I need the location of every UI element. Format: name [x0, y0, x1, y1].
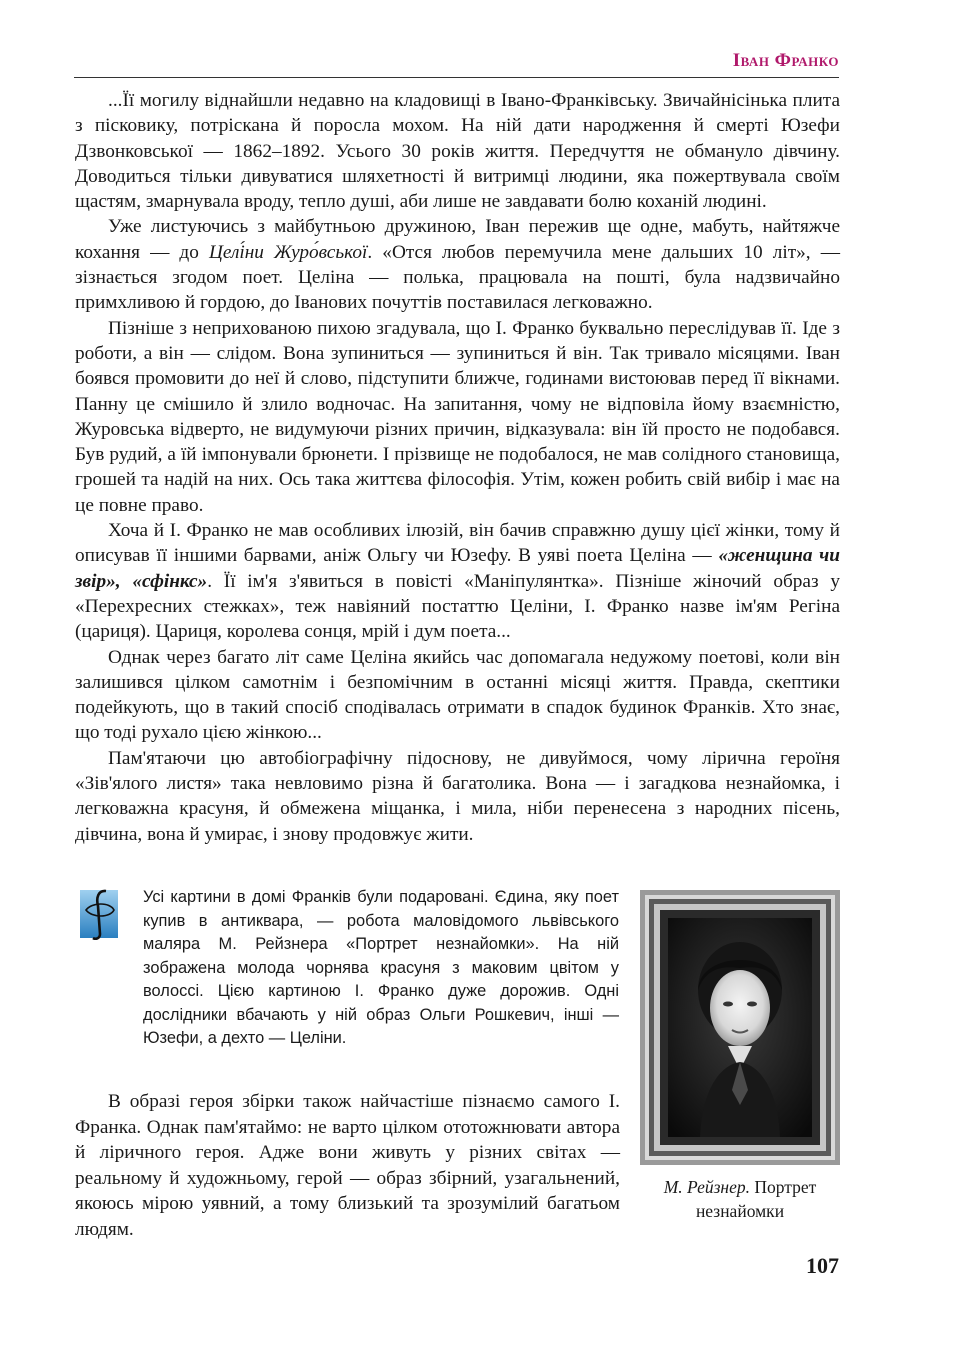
celina-name: Целі́ни Журо́вської — [208, 241, 368, 263]
caption-title: Портрет незнайомки — [695, 1177, 817, 1221]
paragraph-1: ...Її могилу віднайшли недавно на кладовищі в Івано-Франківську. Звичайнісінька плита з пісковику, потріскана й поросла мохом. На ній дати народження й смерті Юзефи Дзвонковської — 1862–1892. Усього 30 років життя. Передчуття не обмануло дівчину. Доводиться тільки дивуватися шляхетності й витримці людини, яка пожертвувала своїм щастям, змарнувала вроду, тепло душі, аби лише не завдавати болю коханій людині. — [75, 90, 840, 213]
info-note: Усі картини в домі Франків були подаровані. Єдина, яку поет купив в антиквара, — робота маловідомого львівського маляра М. Рейзнера «Портрет незнайомки». На ній зображена молода чорнява красуня з маковим цвітом у волоссі. Цією картиною І. Франко дуже дорожив. Одні дослідники вбачають у ній образ Ольги Рошкевич, інші — Юзефи, а дехто — Целіни. — [143, 888, 619, 1047]
closing-text — [75, 1089, 620, 1242]
paragraph-2: Уже листуючись з майбутньою дружиною, Іван пережив ще одне, мабуть, найтяжче кохання — до Целі́ни Журо́вської. «Отся любов перемучила мене дальших 10 літ», — зізнається згодом поет. Целіна — полька, працювала на пошті, була надзвичайно примхливою й гордою, до Іванових почуттів поставилася легковажно. — [75, 216, 840, 314]
calligraphic-f-icon — [80, 888, 120, 940]
closing-paragraph: В образі героя збірки також найчастіше пізнаємо самого І. Франка. Однак пам'ятаймо: не варто цілком ототожнювати автора й ліричного героя. Адже вони живуть у різних світах — реальному й художньому, герой — образ збірний, узагальнений, якоюсь мірою уявний, а тому близький та зрозумілий багатьом людям. — [75, 1091, 620, 1240]
caption-author: М. Рейзнер. — [663, 1177, 750, 1197]
main-text — [75, 88, 840, 847]
paragraph-5: Однак через багато літ саме Целіна якийсь час допомагала недужому поетові, коли він залишився цілком самотнім і безпомічним в останні місяці життя. Правда, скептики подейкують, що в такий спосіб сподівалась отримати в спадок будинок Франків. Хто знає, що тоді рухало цією жінкою... — [75, 646, 840, 744]
paragraph-3: Пізніше з неприхованою пихою згадувала, що І. Франко буквально переслідував її. Іде з роботи, а він — слідом. Вона зупиниться — зупиниться й він. Так тривало місяцями. Іван боявся промовити до неї й слово, підступити ближче, годинами вистоював перед її вікнами. Панну це смішило й злило водночас. На запитання, чому не відповіла йому взаємністю, Журовська відверто, не видумуючи різних причин, відказувала: він їй просто не подобався. Був рудий, а їй імпонували брюнети. І прізвище не подобалося, не мав солідного становища, грошей та надій на них. Ось така життєва філософія. Утім, кожен робить свій вибір і має на це повне право. — [75, 317, 840, 516]
running-header: Іван Франко — [732, 50, 839, 71]
page-number: 107 — [806, 1253, 839, 1278]
header-rule — [74, 77, 839, 78]
paragraph-4: Хоча й І. Франко не мав особливих ілюзій, він бачив справжню душу цієї жінки, тому й описував її іншими барвами, аніж Ольгу чи Юзефу. В уяві поета Целіна — «женщина чи звір», «сфінкс». Її ім'я з'явиться в повісті «Маніпулянтка». Пізніше жіночий образ у «Перехресних стежках», теж навіяний постаттю Целіни, І. Франко назве ім'ям Регіна (цариця). Цариця, королева сонця, мрій і дум поета... — [75, 520, 841, 643]
portrait-caption — [640, 1176, 840, 1223]
paragraph-6: Пам'ятаючи цю автобіографічну підоснову, не дивуймося, чому лірична героїня «Зів'ялого листя» така невловимо різна й багатолика. Вона — і загадкова незнайомка, і легковажна красуня, й обмежена міщанка, і мила, ніби перенесена з народних пісень, дівчина, вона й умирає, і знову продовжує жити. — [75, 747, 840, 845]
portrait-image — [640, 890, 840, 1165]
sphinx-quote: «женщина чи звір», «сфінкс» — [75, 545, 840, 592]
